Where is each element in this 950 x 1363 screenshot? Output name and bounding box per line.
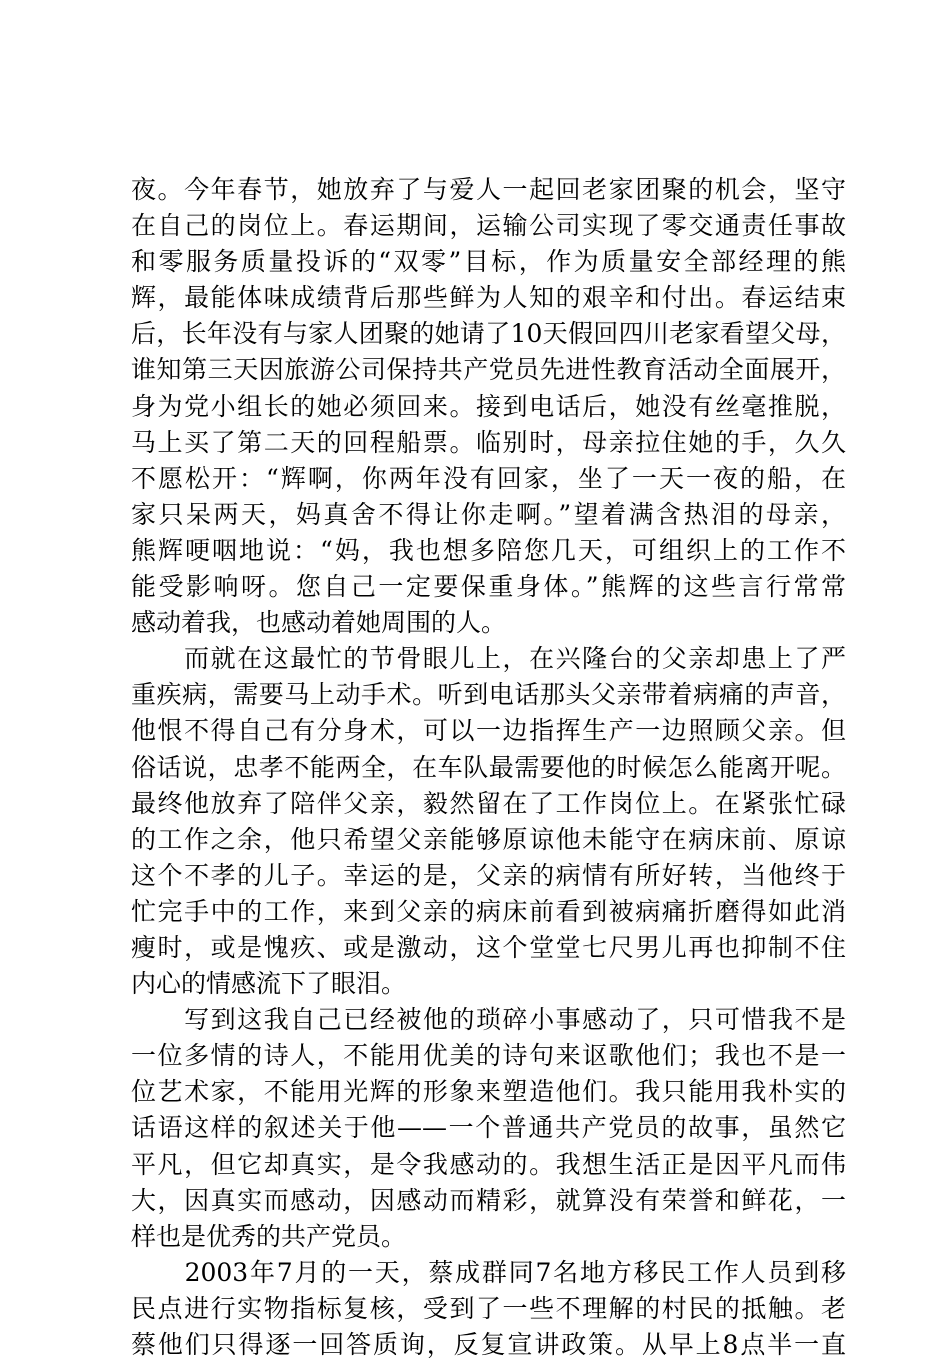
paragraph-1 — [131, 172, 846, 641]
paragraph-3 — [131, 1002, 846, 1255]
text-line: 谁知第三天因旅游公司保持共产党员先进性教育活动全面展开， — [131, 355, 846, 385]
text-line: 马上买了第二天的回程船票。临别时，母亲拉住她的手，久久 — [131, 427, 846, 457]
text-line: 一位多情的诗人，不能用优美的诗句来讴歌他们；我也不是一 — [131, 1041, 846, 1071]
text-line: 瘦时，或是愧疚、或是激动，这个堂堂七尺男儿再也抑制不住 — [131, 932, 846, 962]
text-line: 平凡，但它却真实，是令我感动的。我想生活正是因平凡而伟 — [131, 1149, 846, 1179]
text-line: 不愿松开：“辉啊，你两年没有回家，坐了一天一夜的船，在 — [131, 463, 846, 493]
text-line: 俗话说，忠孝不能两全，在车队最需要他的时候怎么能离开呢。 — [131, 752, 846, 782]
text-line: 内心的情感流下了眼泪。 — [131, 969, 407, 999]
text-line: 在自己的岗位上。春运期间，运输公司实现了零交通责任事故 — [131, 211, 846, 241]
text-line: 民点进行实物指标复核，受到了一些不理解的村民的抵触。老 — [131, 1293, 846, 1323]
paragraph-2 — [131, 641, 846, 1002]
text-line: 蔡他们只得逐一回答质询，反复宣讲政策。从早上8点半一直 — [131, 1330, 846, 1359]
text-line: 这个不孝的儿子。幸运的是，父亲的病情有所好转，当他终于 — [131, 860, 846, 890]
document-body — [131, 172, 846, 1363]
text-line: 感动着我，也感动着她周围的人。 — [131, 608, 507, 638]
text-line: 忙完手中的工作，来到父亲的病床前看到被病痛折磨得如此消 — [131, 896, 846, 926]
text-line: 辉，最能体味成绩背后那些鲜为人知的艰辛和付出。春运结束 — [131, 283, 846, 313]
text-line: 写到这我自己已经被他的琐碎小事感动了，只可惜我不是 — [131, 1005, 846, 1035]
text-line: 最终他放弃了陪伴父亲，毅然留在了工作岗位上。在紧张忙碌 — [131, 788, 846, 818]
text-line: 身为党小组长的她必须回来。接到电话后，她没有丝毫推脱， — [131, 391, 846, 421]
text-line: 的工作之余，他只希望父亲能够原谅他未能守在病床前、原谅 — [131, 824, 846, 854]
text-line: 话语这样的叙述关于他——一个普通共产党员的故事，虽然它 — [131, 1113, 846, 1143]
text-line: 和零服务质量投诉的“双零”目标，作为质量安全部经理的熊 — [131, 247, 846, 277]
paragraph-4 — [131, 1255, 846, 1363]
text-line: 位艺术家，不能用光辉的形象来塑造他们。我只能用我朴实的 — [131, 1077, 846, 1107]
text-line: 熊辉哽咽地说：“妈，我也想多陪您几天，可组织上的工作不 — [131, 535, 846, 565]
text-line: 重疾病，需要马上动手术。听到电话那头父亲带着病痛的声音， — [131, 680, 846, 710]
text-line: 夜。今年春节，她放弃了与爱人一起回老家团聚的机会，坚守 — [131, 175, 846, 204]
text-line: 他恨不得自己有分身术，可以一边指挥生产一边照顾父亲。但 — [131, 716, 846, 746]
text-line: 而就在这最忙的节骨眼儿上，在兴隆台的父亲却患上了严 — [131, 644, 846, 674]
text-line: 后，长年没有与家人团聚的她请了10天假回四川老家看望父母， — [131, 319, 846, 349]
text-line: 家只呆两天，妈真舍不得让你走啊。”望着满含热泪的母亲， — [131, 499, 846, 529]
text-line: 大，因真实而感动，因感动而精彩，就算没有荣誉和鲜花，一 — [131, 1185, 846, 1215]
text-line: 2003年7月的一天，蔡成群同7名地方移民工作人员到移 — [131, 1257, 846, 1287]
text-line: 能受影响呀。您自己一定要保重身体。”熊辉的这些言行常常 — [131, 572, 846, 602]
text-line: 样也是优秀的共产党员。 — [131, 1221, 407, 1251]
